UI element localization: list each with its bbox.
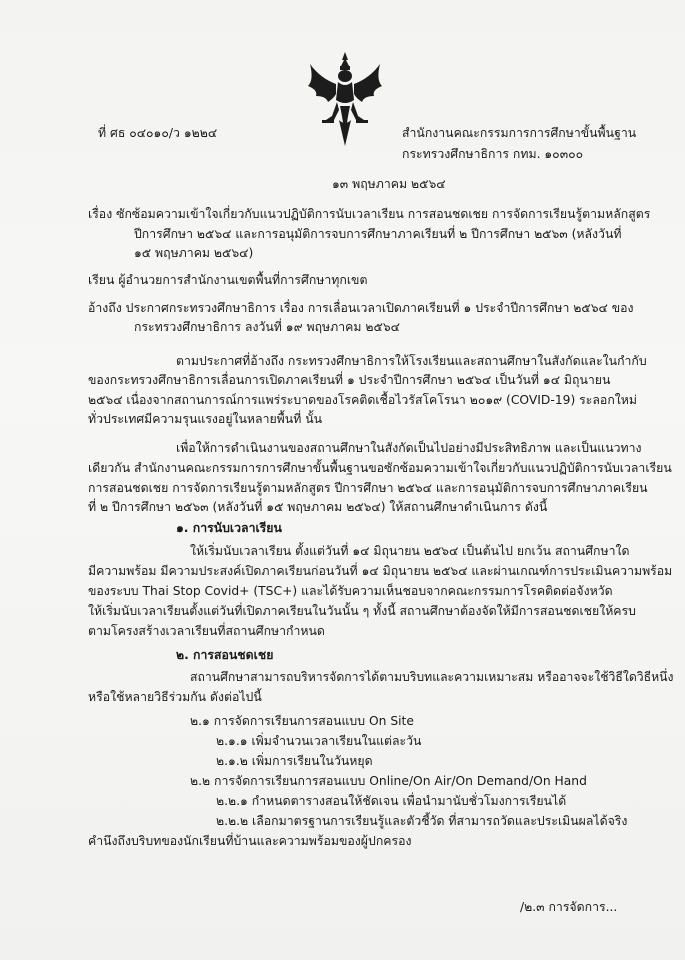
item-2-1-2: ๒.๑.๒ เพิ่มการเรียนในวันหยุด <box>216 754 373 768</box>
section2-line-2: หรือใช้หลายวิธีร่วมกัน ดังต่อไปนี้ <box>88 690 262 704</box>
subject-line-3: ๑๕ พฤษภาคม ๒๕๖๔) <box>134 246 254 260</box>
reference-line-2: กระทรวงศึกษาธิการ ลงวันที่ ๑๙ พฤษภาคม ๒๕๖๔ <box>134 320 400 334</box>
section2-heading: ๒. การสอนชดเชย <box>176 648 274 662</box>
para2-line-2: เดียวกัน สำนักงานคณะกรรมการการศึกษาขั้นพื้นฐานขอซักซ้อมความเข้าใจเกี่ยวกับแนวปฏิบัติการนับเวลาเรียน <box>88 461 672 475</box>
item-2-2: ๒.๒ การจัดการเรียนการสอนแบบ Online/On Air/On Demand/On Hand <box>190 774 587 788</box>
para2-line-4: ที่ ๒ ปีการศึกษา ๒๕๖๓ (หลังวันที่ ๑๕ พฤษภาคม ๒๕๖๔) ให้สถานศึกษาดำเนินการ ดังนี้ <box>88 500 548 514</box>
section1-line-4: ให้เริ่มนับเวลาเรียนตั้งแต่วันที่เปิดภาคเรียนในวันนั้น ๆ ทั้งนี้ สถานศึกษาต้องจัดให้มีการสอนชดเชยให้ครบ <box>88 604 636 618</box>
recipient: เรียน ผู้อำนวยการสำนักงานเขตพื้นที่การศึกษาทุกเขต <box>88 273 368 287</box>
para1-line-1: ตามประกาศที่อ้างถึง กระทรวงศึกษาธิการให้โรงเรียนและสถานศึกษาในสังกัดและในกำกับ <box>176 354 647 368</box>
reference-line-1: อ้างถึง ประกาศกระทรวงศึกษาธิการ เรื่อง การเลื่อนเวลาเปิดภาคเรียนที่ ๑ ประจำปีการศึกษา ๒๕๖๔ ของ <box>88 301 634 315</box>
para1-line-4: ทั่วประเทศมีความรุนแรงอยู่ในหลายพื้นที่ นั้น <box>88 412 323 426</box>
continuation-marker: /๒.๓ การจัดการ... <box>520 900 618 914</box>
section1-line-2: มีความพร้อม มีความประสงค์เปิดภาคเรียนก่อนวันที่ ๑๔ มิถุนายน ๒๕๖๔ และผ่านเกณฑ์การประเมินความพร้อม <box>88 564 673 578</box>
garuda-emblem-icon <box>306 50 384 150</box>
subject-line-1: เรื่อง ซักซ้อมความเข้าใจเกี่ยวกับแนวปฏิบัติการนับเวลาเรียน การสอนชดเชย การจัดการเรียนรู้ตามหลักสูตร <box>88 207 651 221</box>
subject-line-2: ปีการศึกษา ๒๕๖๔ และการอนุมัติการจบการศึกษาภาคเรียนที่ ๒ ปีการศึกษา ๒๕๖๓ (หลังวันที่ <box>134 227 622 241</box>
document-date: ๑๓ พฤษภาคม ๒๕๖๔ <box>332 177 446 191</box>
section1-line-3: ของระบบ Thai Stop Covid+ (TSC+) และได้รับความเห็นชอบจากคณะกรรมการโรคติดต่อจังหวัด <box>88 584 613 598</box>
section2-line-1: สถานศึกษาสามารถบริหารจัดการได้ตามบริบทและความเหมาะสม หรืออาจจะใช้วิธีใดวิธีหนึ่ง <box>190 670 674 684</box>
item-2-2-1: ๒.๒.๑ กำหนดตารางสอนให้ชัดเจน เพื่อนำมานับชั่วโมงการเรียนได้ <box>216 794 567 808</box>
item-2-2-2-cont: คำนึงถึงบริบทของนักเรียนที่บ้านและความพร้อมของผู้ปกครอง <box>88 834 412 848</box>
office-name: สำนักงานคณะกรรมการการศึกษาขั้นพื้นฐาน <box>402 126 637 140</box>
section1-heading: ๑. การนับเวลาเรียน <box>176 521 282 535</box>
para2-line-3: การสอนชดเชย การจัดการเรียนรู้ตามหลักสูตร ปีการศึกษา ๒๕๖๔ และการอนุมัติการจบการศึกษาภาคเรียน <box>88 481 648 495</box>
section1-line-1: ให้เริ่มนับเวลาเรียน ตั้งแต่วันที่ ๑๔ มิถุนายน ๒๕๖๔ เป็นต้นไป ยกเว้น สถานศึกษาใด <box>190 544 630 558</box>
reference-number: ที่ ศธ ๐๔๐๑๐/ว ๑๒๒๔ <box>98 126 218 140</box>
para1-line-3: ๒๕๖๔ เนื่องจากสถานการณ์การแพร่ระบาดของโรคติดเชื้อไวรัสโคโรนา ๒๐๑๙ (COVID-19) ระลอกใหม่ <box>88 393 637 407</box>
para1-line-2: ของกระทรวงศึกษาธิการเลื่อนการเปิดภาคเรียนที่ ๑ ประจำปีการศึกษา ๒๕๖๔ เป็นวันที่ ๑๔ มิถุนายน <box>88 373 611 387</box>
office-address: กระทรวงศึกษาธิการ กทม. ๑๐๓๐๐ <box>402 147 584 161</box>
para2-line-1: เพื่อให้การดำเนินงานของสถานศึกษาในสังกัดเป็นไปอย่างมีประสิทธิภาพ และเป็นแนวทาง <box>176 441 642 455</box>
item-2-2-2: ๒.๒.๒ เลือกมาตรฐานการเรียนรู้และตัวชี้วัด ที่สามารถวัดและประเมินผลได้จริง <box>216 814 628 828</box>
item-2-1-1: ๒.๑.๑ เพิ่มจำนวนเวลาเรียนในแต่ละวัน <box>216 734 422 748</box>
item-2-1: ๒.๑ การจัดการเรียนการสอนแบบ On Site <box>190 714 414 728</box>
section1-line-5: ตามโครงสร้างเวลาเรียนที่สถานศึกษากำหนด <box>88 624 325 638</box>
